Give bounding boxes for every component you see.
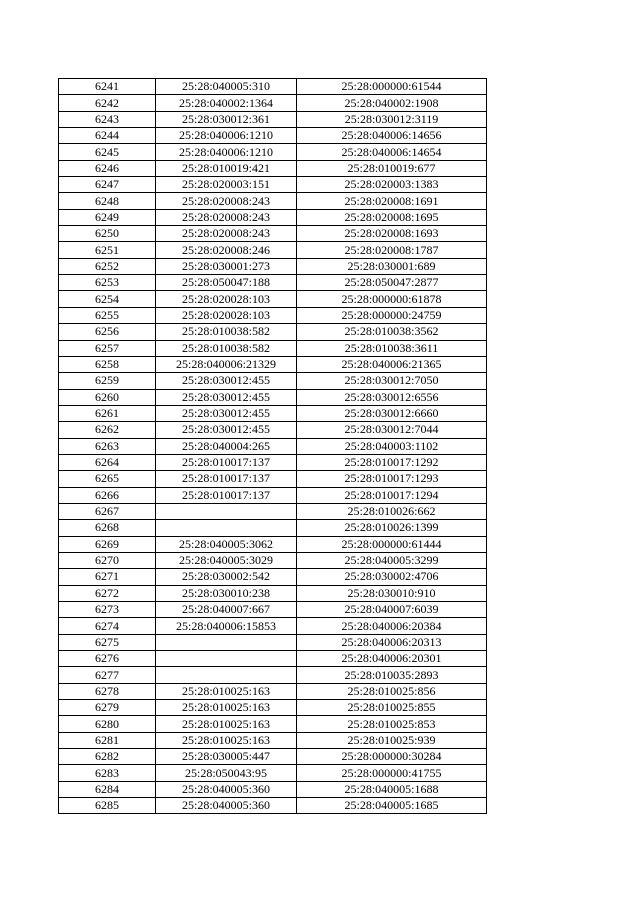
source-cadastral-number-cell: 25:28:020008:246 [156, 242, 297, 258]
row-number-cell: 6244 [59, 128, 156, 144]
table-body [59, 79, 487, 814]
target-cadastral-number-cell: 25:28:010025:856 [297, 683, 487, 699]
table-row [59, 634, 487, 650]
table-row [59, 258, 487, 274]
target-cadastral-number-cell: 25:28:030012:7050 [297, 373, 487, 389]
table-row [59, 160, 487, 176]
table-row [59, 618, 487, 634]
table-row [59, 79, 487, 95]
table-row [59, 487, 487, 503]
target-cadastral-number-cell: 25:28:010017:1292 [297, 454, 487, 470]
target-cadastral-number-cell: 25:28:030002:4706 [297, 569, 487, 585]
target-cadastral-number-cell: 25:28:040002:1908 [297, 95, 487, 111]
source-cadastral-number-cell: 25:28:050043:95 [156, 765, 297, 781]
source-cadastral-number-cell [156, 503, 297, 519]
row-number-cell: 6280 [59, 716, 156, 732]
target-cadastral-number-cell: 25:28:020008:1695 [297, 209, 487, 225]
table-row [59, 356, 487, 372]
table-row [59, 291, 487, 307]
source-cadastral-number-cell: 25:28:030001:273 [156, 258, 297, 274]
source-cadastral-number-cell: 25:28:030005:447 [156, 749, 297, 765]
row-number-cell: 6261 [59, 405, 156, 421]
target-cadastral-number-cell: 25:28:020008:1691 [297, 193, 487, 209]
target-cadastral-number-cell: 25:28:010025:855 [297, 700, 487, 716]
row-number-cell: 6254 [59, 291, 156, 307]
source-cadastral-number-cell: 25:28:020003:151 [156, 177, 297, 193]
source-cadastral-number-cell: 25:28:030002:542 [156, 569, 297, 585]
source-cadastral-number-cell: 25:28:030012:455 [156, 405, 297, 421]
source-cadastral-number-cell: 25:28:020028:103 [156, 291, 297, 307]
target-cadastral-number-cell: 25:28:020003:1383 [297, 177, 487, 193]
table-row [59, 422, 487, 438]
target-cadastral-number-cell: 25:28:030012:3119 [297, 111, 487, 127]
row-number-cell: 6257 [59, 340, 156, 356]
source-cadastral-number-cell: 25:28:010019:421 [156, 160, 297, 176]
source-cadastral-number-cell [156, 651, 297, 667]
target-cadastral-number-cell: 25:28:010025:939 [297, 732, 487, 748]
table-row [59, 177, 487, 193]
table-row [59, 128, 487, 144]
table-row [59, 503, 487, 519]
row-number-cell: 6256 [59, 324, 156, 340]
row-number-cell: 6250 [59, 226, 156, 242]
row-number-cell: 6247 [59, 177, 156, 193]
target-cadastral-number-cell: 25:28:010035:2893 [297, 667, 487, 683]
table-row [59, 438, 487, 454]
source-cadastral-number-cell: 25:28:030012:455 [156, 389, 297, 405]
target-cadastral-number-cell: 25:28:010017:1293 [297, 471, 487, 487]
row-number-cell: 6282 [59, 749, 156, 765]
table-row [59, 373, 487, 389]
row-number-cell: 6275 [59, 634, 156, 650]
row-number-cell: 6273 [59, 602, 156, 618]
row-number-cell: 6276 [59, 651, 156, 667]
row-number-cell: 6252 [59, 258, 156, 274]
source-cadastral-number-cell: 25:28:050047:188 [156, 275, 297, 291]
target-cadastral-number-cell: 25:28:010019:677 [297, 160, 487, 176]
target-cadastral-number-cell: 25:28:010017:1294 [297, 487, 487, 503]
table-row [59, 536, 487, 552]
source-cadastral-number-cell: 25:28:010038:582 [156, 324, 297, 340]
row-number-cell: 6274 [59, 618, 156, 634]
table-row [59, 520, 487, 536]
table-row [59, 193, 487, 209]
table-row [59, 111, 487, 127]
table-row [59, 651, 487, 667]
table-row [59, 275, 487, 291]
target-cadastral-number-cell: 25:28:010026:1399 [297, 520, 487, 536]
target-cadastral-number-cell: 25:28:040006:20384 [297, 618, 487, 634]
target-cadastral-number-cell: 25:28:040006:20301 [297, 651, 487, 667]
target-cadastral-number-cell: 25:28:030012:7044 [297, 422, 487, 438]
target-cadastral-number-cell: 25:28:050047:2877 [297, 275, 487, 291]
row-number-cell: 6241 [59, 79, 156, 95]
target-cadastral-number-cell: 25:28:030012:6556 [297, 389, 487, 405]
target-cadastral-number-cell: 25:28:000000:61444 [297, 536, 487, 552]
row-number-cell: 6284 [59, 781, 156, 797]
table-row [59, 389, 487, 405]
table-row [59, 471, 487, 487]
row-number-cell: 6249 [59, 209, 156, 225]
source-cadastral-number-cell: 25:28:040005:310 [156, 79, 297, 95]
table-row [59, 405, 487, 421]
table-row [59, 552, 487, 568]
target-cadastral-number-cell: 25:28:000000:24759 [297, 307, 487, 323]
target-cadastral-number-cell: 25:28:030010:910 [297, 585, 487, 601]
table-row [59, 307, 487, 323]
table-row [59, 716, 487, 732]
table-row [59, 700, 487, 716]
source-cadastral-number-cell [156, 667, 297, 683]
source-cadastral-number-cell: 25:28:040005:360 [156, 781, 297, 797]
table-row [59, 454, 487, 470]
target-cadastral-number-cell: 25:28:040007:6039 [297, 602, 487, 618]
source-cadastral-number-cell: 25:28:040005:3029 [156, 552, 297, 568]
target-cadastral-number-cell: 25:28:040006:14654 [297, 144, 487, 160]
source-cadastral-number-cell: 25:28:010025:163 [156, 716, 297, 732]
row-number-cell: 6259 [59, 373, 156, 389]
target-cadastral-number-cell: 25:28:020008:1787 [297, 242, 487, 258]
target-cadastral-number-cell: 25:28:000000:61878 [297, 291, 487, 307]
source-cadastral-number-cell: 25:28:020028:103 [156, 307, 297, 323]
table-row [59, 144, 487, 160]
target-cadastral-number-cell: 25:28:040005:1688 [297, 781, 487, 797]
target-cadastral-number-cell: 25:28:040006:21365 [297, 356, 487, 372]
table-row [59, 242, 487, 258]
table-row [59, 95, 487, 111]
table-row [59, 765, 487, 781]
target-cadastral-number-cell: 25:28:040006:14656 [297, 128, 487, 144]
source-cadastral-number-cell: 25:28:040006:15853 [156, 618, 297, 634]
target-cadastral-number-cell: 25:28:010025:853 [297, 716, 487, 732]
source-cadastral-number-cell: 25:28:020008:243 [156, 193, 297, 209]
table-row [59, 781, 487, 797]
row-number-cell: 6283 [59, 765, 156, 781]
row-number-cell: 6251 [59, 242, 156, 258]
table-row [59, 732, 487, 748]
target-cadastral-number-cell: 25:28:000000:30284 [297, 749, 487, 765]
source-cadastral-number-cell: 25:28:040005:360 [156, 798, 297, 814]
row-number-cell: 6271 [59, 569, 156, 585]
source-cadastral-number-cell: 25:28:010025:163 [156, 700, 297, 716]
target-cadastral-number-cell: 25:28:000000:61544 [297, 79, 487, 95]
target-cadastral-number-cell: 25:28:010038:3611 [297, 340, 487, 356]
source-cadastral-number-cell: 25:28:010025:163 [156, 732, 297, 748]
source-cadastral-number-cell [156, 520, 297, 536]
row-number-cell: 6253 [59, 275, 156, 291]
row-number-cell: 6266 [59, 487, 156, 503]
target-cadastral-number-cell: 25:28:000000:41755 [297, 765, 487, 781]
row-number-cell: 6242 [59, 95, 156, 111]
source-cadastral-number-cell: 25:28:040002:1364 [156, 95, 297, 111]
table-row [59, 569, 487, 585]
source-cadastral-number-cell: 25:28:040006:1210 [156, 128, 297, 144]
target-cadastral-number-cell: 25:28:040005:3299 [297, 552, 487, 568]
table-row [59, 749, 487, 765]
table-row [59, 226, 487, 242]
source-cadastral-number-cell: 25:28:010038:582 [156, 340, 297, 356]
source-cadastral-number-cell: 25:28:040005:3062 [156, 536, 297, 552]
source-cadastral-number-cell: 25:28:010017:137 [156, 454, 297, 470]
row-number-cell: 6246 [59, 160, 156, 176]
row-number-cell: 6264 [59, 454, 156, 470]
source-cadastral-number-cell: 25:28:030012:361 [156, 111, 297, 127]
source-cadastral-number-cell: 25:28:040006:21329 [156, 356, 297, 372]
row-number-cell: 6258 [59, 356, 156, 372]
row-number-cell: 6278 [59, 683, 156, 699]
table-row [59, 667, 487, 683]
source-cadastral-number-cell: 25:28:020008:243 [156, 209, 297, 225]
row-number-cell: 6255 [59, 307, 156, 323]
row-number-cell: 6269 [59, 536, 156, 552]
source-cadastral-number-cell: 25:28:030012:455 [156, 422, 297, 438]
row-number-cell: 6267 [59, 503, 156, 519]
source-cadastral-number-cell: 25:28:040004:265 [156, 438, 297, 454]
source-cadastral-number-cell: 25:28:030012:455 [156, 373, 297, 389]
target-cadastral-number-cell: 25:28:040005:1685 [297, 798, 487, 814]
table-row [59, 209, 487, 225]
table-row [59, 585, 487, 601]
table-row [59, 683, 487, 699]
row-number-cell: 6277 [59, 667, 156, 683]
source-cadastral-number-cell: 25:28:010025:163 [156, 683, 297, 699]
target-cadastral-number-cell: 25:28:040006:20313 [297, 634, 487, 650]
row-number-cell: 6281 [59, 732, 156, 748]
source-cadastral-number-cell: 25:28:010017:137 [156, 471, 297, 487]
source-cadastral-number-cell: 25:28:030010:238 [156, 585, 297, 601]
source-cadastral-number-cell [156, 634, 297, 650]
source-cadastral-number-cell: 25:28:010017:137 [156, 487, 297, 503]
table-row [59, 340, 487, 356]
source-cadastral-number-cell: 25:28:040007:667 [156, 602, 297, 618]
row-number-cell: 6265 [59, 471, 156, 487]
source-cadastral-number-cell: 25:28:020008:243 [156, 226, 297, 242]
row-number-cell: 6248 [59, 193, 156, 209]
table-row [59, 798, 487, 814]
table-row [59, 602, 487, 618]
row-number-cell: 6268 [59, 520, 156, 536]
row-number-cell: 6263 [59, 438, 156, 454]
row-number-cell: 6245 [59, 144, 156, 160]
target-cadastral-number-cell: 25:28:010026:662 [297, 503, 487, 519]
row-number-cell: 6243 [59, 111, 156, 127]
row-number-cell: 6270 [59, 552, 156, 568]
table-row [59, 324, 487, 340]
row-number-cell: 6285 [59, 798, 156, 814]
target-cadastral-number-cell: 25:28:020008:1693 [297, 226, 487, 242]
row-number-cell: 6272 [59, 585, 156, 601]
data-table [58, 78, 487, 814]
target-cadastral-number-cell: 25:28:030012:6660 [297, 405, 487, 421]
row-number-cell: 6279 [59, 700, 156, 716]
target-cadastral-number-cell: 25:28:040003:1102 [297, 438, 487, 454]
target-cadastral-number-cell: 25:28:030001:689 [297, 258, 487, 274]
source-cadastral-number-cell: 25:28:040006:1210 [156, 144, 297, 160]
row-number-cell: 6260 [59, 389, 156, 405]
row-number-cell: 6262 [59, 422, 156, 438]
target-cadastral-number-cell: 25:28:010038:3562 [297, 324, 487, 340]
